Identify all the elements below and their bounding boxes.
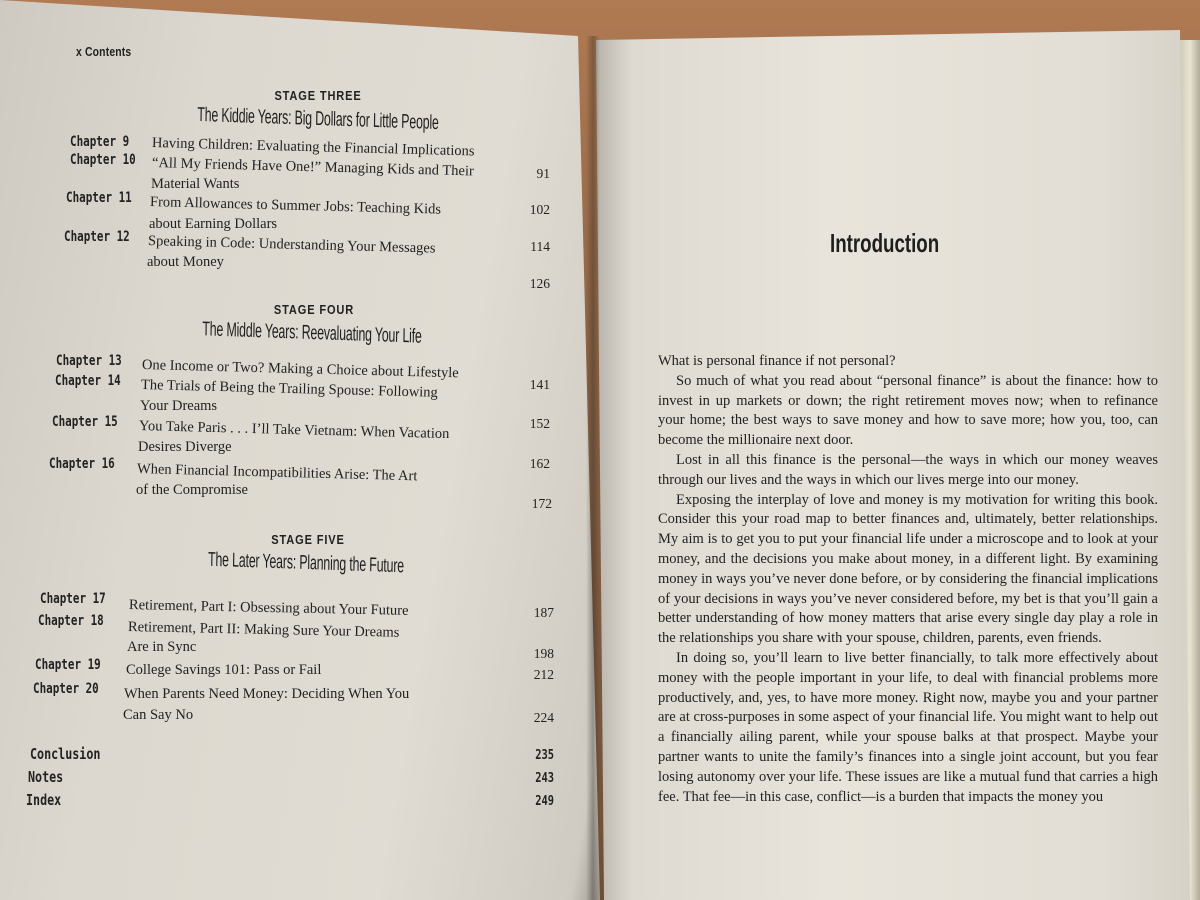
stage-three-label: STAGE THREE: [274, 88, 362, 103]
stage-five-subtitle: The Later Years: Planning the Future: [207, 548, 405, 578]
chapter-15-title-line2: Desires Diverge: [138, 439, 232, 455]
stage-four-subtitle: The Middle Years: Reevaluating Your Life: [202, 318, 422, 348]
stage-five-label: STAGE FIVE: [271, 532, 345, 547]
book-gutter: [586, 36, 600, 900]
chapter-16-title-line2: of the Compromise: [136, 482, 248, 498]
chapter-18-title-line1: Retirement, Part II: Making Sure Your Dreams: [127, 619, 400, 641]
chapter-12-title-line2: about Money: [147, 254, 224, 270]
chapter-10-number: Chapter 10: [70, 152, 136, 168]
chapter-20-title-line1: When Parents Need Money: Deciding When You: [124, 686, 410, 702]
index-label: Index: [26, 791, 62, 809]
chapter-12-number: Chapter 12: [64, 229, 130, 245]
chapter-11-number: Chapter 11: [66, 190, 132, 206]
notes-page: 243: [535, 771, 554, 786]
chapter-16-title-line1: When Financial Incompatibilities Arise: The Art: [136, 461, 418, 485]
notes-label: Notes: [28, 768, 64, 786]
stage-four-label: STAGE FOUR: [273, 302, 355, 317]
chapter-19-title: College Savings 101: Pass or Fail: [126, 662, 322, 678]
chapter-11-title-line2: about Earning Dollars: [149, 216, 278, 232]
chapter-20-title-line2: Can Say No: [123, 707, 194, 723]
chapter-19-number: Chapter 19: [35, 657, 101, 673]
introduction-body: [658, 352, 1158, 807]
chapter-15-number: Chapter 15: [52, 414, 118, 430]
intro-paragraph: Lost in all this finance is the personal—the ways in which our money weaves through our lives and the ways in which our lives merge into our money.: [658, 451, 1158, 488]
intro-paragraph: So much of what you read about “personal finance” is about the finance: how to invest in up markets or down; the right retirement moves now; when to refinance your home; the best ways to save money and how to save more; how you, too, can become the millionaire next door.: [658, 372, 1158, 449]
chapter-17-number: Chapter 17: [40, 591, 106, 607]
chapter-9-title: Having Children: Evaluating the Financial Implications: [151, 135, 475, 160]
intro-paragraph: What is personal finance if not personal?: [658, 353, 896, 369]
chapter-14-page: 152: [529, 416, 550, 431]
chapter-14-title-line2: Your Dreams: [140, 398, 218, 414]
chapter-15-page: 162: [529, 456, 550, 471]
index-page: 249: [535, 794, 554, 809]
conclusion-label: Conclusion: [30, 745, 101, 763]
chapter-10-page: 102: [529, 202, 550, 217]
chapter-14-number: Chapter 14: [55, 373, 121, 389]
conclusion-page: 235: [535, 748, 554, 763]
chapter-18-page: 198: [533, 646, 554, 661]
chapter-10-title-line2: Material Wants: [151, 176, 240, 192]
introduction-heading: Introduction: [830, 228, 940, 258]
chapter-16-number: Chapter 16: [49, 456, 115, 472]
chapter-9-number: Chapter 9: [70, 134, 130, 150]
chapter-19-page: 212: [533, 667, 554, 682]
chapter-17-title: Retirement, Part I: Obsessing about Your Future: [128, 597, 409, 619]
chapter-16-page: 172: [531, 496, 552, 511]
chapter-18-number: Chapter 18: [38, 613, 104, 629]
chapter-20-page: 224: [533, 710, 554, 725]
chapter-11-title-line1: From Allowances to Summer Jobs: Teaching Kids: [149, 194, 442, 218]
chapter-13-page: 141: [529, 377, 550, 392]
intro-paragraph: Exposing the interplay of love and money is my motivation for writing this book. Consider this your road map to better finances and, ultimately, better relationships. My aim is to get you to put your financial life under a microscope and to look at your money, and the decisions you make about money, in a different light. By examining money in ways you’ve never done before, or by considering the financial implications of your decisions in ways you’ve never considered before, my bet is that you’ll gain a better understanding of how money matters that arise every single day play a role in the relationships you share with your spouse, children, parents, even friends.: [658, 491, 1158, 647]
stage-three-subtitle: The Kiddie Years: Big Dollars for Little People: [197, 103, 439, 135]
chapter-14-title-line1: The Trials of Being the Trailing Spouse: Following: [140, 377, 438, 401]
chapter-20-number: Chapter 20: [33, 681, 99, 697]
chapter-15-title-line1: You Take Paris . . . I’ll Take Vietnam: When Vacation: [138, 418, 450, 443]
chapter-17-page: 187: [533, 605, 554, 620]
chapter-11-page: 114: [530, 239, 550, 254]
running-header: x Contents: [76, 44, 132, 59]
chapter-13-number: Chapter 13: [56, 353, 122, 369]
intro-paragraph: In doing so, you’ll learn to live better financially, to talk more effectively about money with the people important in your life, to deal with financial problems more productively, and, yes, to have more money. Right now, maybe you and your partner are at cross-purposes in some aspect of your financial life. You might want to help out a financially ailing parent, while your spouse balks at that prospect. Maybe your partner wants to unite the family’s finances into a single joint account, but you fear losing autonomy over your life. These issues are like a mutual fund that carries a high fee. That fee—in this case, conflict—is a burden that impacts the money you: [658, 649, 1158, 805]
chapter-12-page: 126: [529, 276, 550, 291]
chapter-12-title-line1: Speaking in Code: Understanding Your Messages: [147, 233, 436, 257]
chapter-13-title: One Income or Two? Making a Choice about Lifestyle: [141, 357, 459, 382]
chapter-18-title-line2: Are in Sync: [127, 639, 197, 655]
chapter-10-title-line1: “All My Friends Have One!” Managing Kids and Their: [151, 155, 475, 180]
chapter-9-page: 91: [536, 166, 550, 181]
